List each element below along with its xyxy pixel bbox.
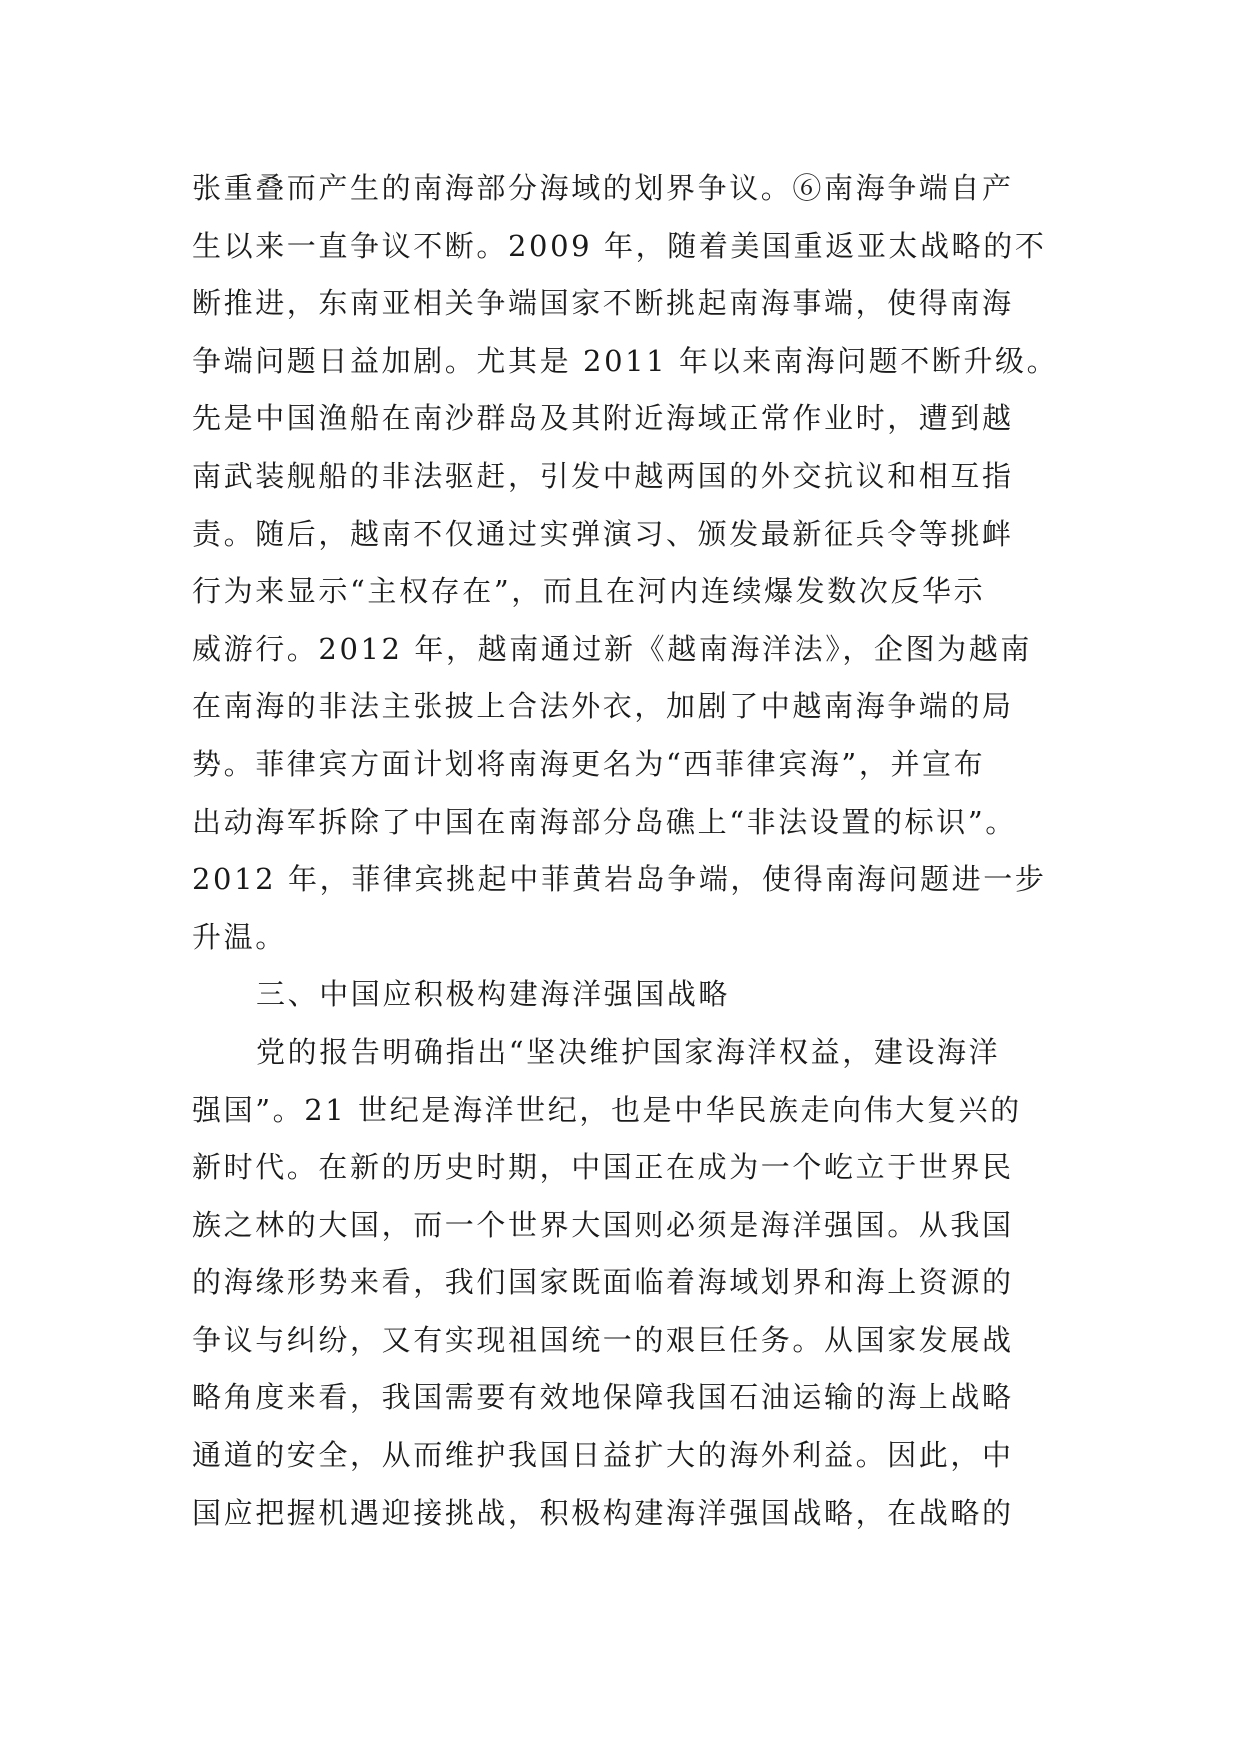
text-line: 争议与纠纷，又有实现祖国统一的艰巨任务。从国家发展战: [192, 1322, 1014, 1357]
text-line: 的海缘形势来看，我们国家既面临着海域划界和海上资源的: [192, 1265, 1014, 1300]
text-line: 出动海军拆除了中国在南海部分岛礁上“非法设置的标识”。: [192, 804, 1017, 839]
text-line: 责。随后，越南不仅通过实弹演习、颁发最新征兵令等挑衅: [192, 516, 1014, 551]
text-line: 生以来一直争议不断。2009 年，随着美国重返亚太战略的不: [192, 228, 1047, 263]
text-line: 国应把握机遇迎接挑战，积极构建海洋强国战略，在战略的: [192, 1495, 1014, 1530]
text-line: 党的报告明确指出“坚决维护国家海洋权益，建设海洋: [256, 1034, 1001, 1069]
text-line: 威游行。2012 年，越南通过新《越南海洋法》，企图为越南: [192, 631, 1032, 666]
text-line: 张重叠而产生的南海部分海域的划界争议。⑥南海争端自产: [192, 171, 1014, 205]
text-line: 断推进，东南亚相关争端国家不断挑起南海事端，使得南海: [192, 286, 1014, 321]
text-line: 族之林的大国，而一个世界大国则必须是海洋强国。从我国: [192, 1207, 1014, 1242]
text-line: 2012 年，菲律宾挑起中菲黄岩岛争端，使得南海问题进一步: [192, 862, 1047, 897]
document-body: [192, 160, 1072, 1542]
text-line: 行为来显示“主权存在”，而且在河内连续爆发数次反华示: [192, 574, 986, 609]
text-line: 新时代。在新的历史时期，中国正在成为一个屹立于世界民: [192, 1150, 1014, 1185]
section-heading: 三、中国应积极构建海洋强国战略: [256, 977, 731, 1012]
text-line: 通道的安全，从而维护我国日益扩大的海外利益。因此，中: [192, 1438, 1014, 1473]
text-line: 略角度来看，我国需要有效地保障我国石油运输的海上战略: [192, 1380, 1014, 1415]
text-line: 在南海的非法主张披上合法外衣，加剧了中越南海争端的局: [192, 689, 1014, 724]
text-line: 争端问题日益加剧。尤其是 2011 年以来南海问题不断升级。: [192, 343, 1059, 378]
text-line: 南武装舰船的非法驱赶，引发中越两国的外交抗议和相互指: [192, 458, 1014, 493]
text-line: 升温。: [192, 919, 287, 954]
text-line: 先是中国渔船在南沙群岛及其附近海域正常作业时，遭到越: [192, 401, 1014, 436]
text-line: 势。菲律宾方面计划将南海更名为“西菲律宾海”，并宣布: [192, 746, 986, 781]
text-line: 强国”。21 世纪是海洋世纪，也是中华民族走向伟大复兴的: [192, 1092, 1022, 1127]
